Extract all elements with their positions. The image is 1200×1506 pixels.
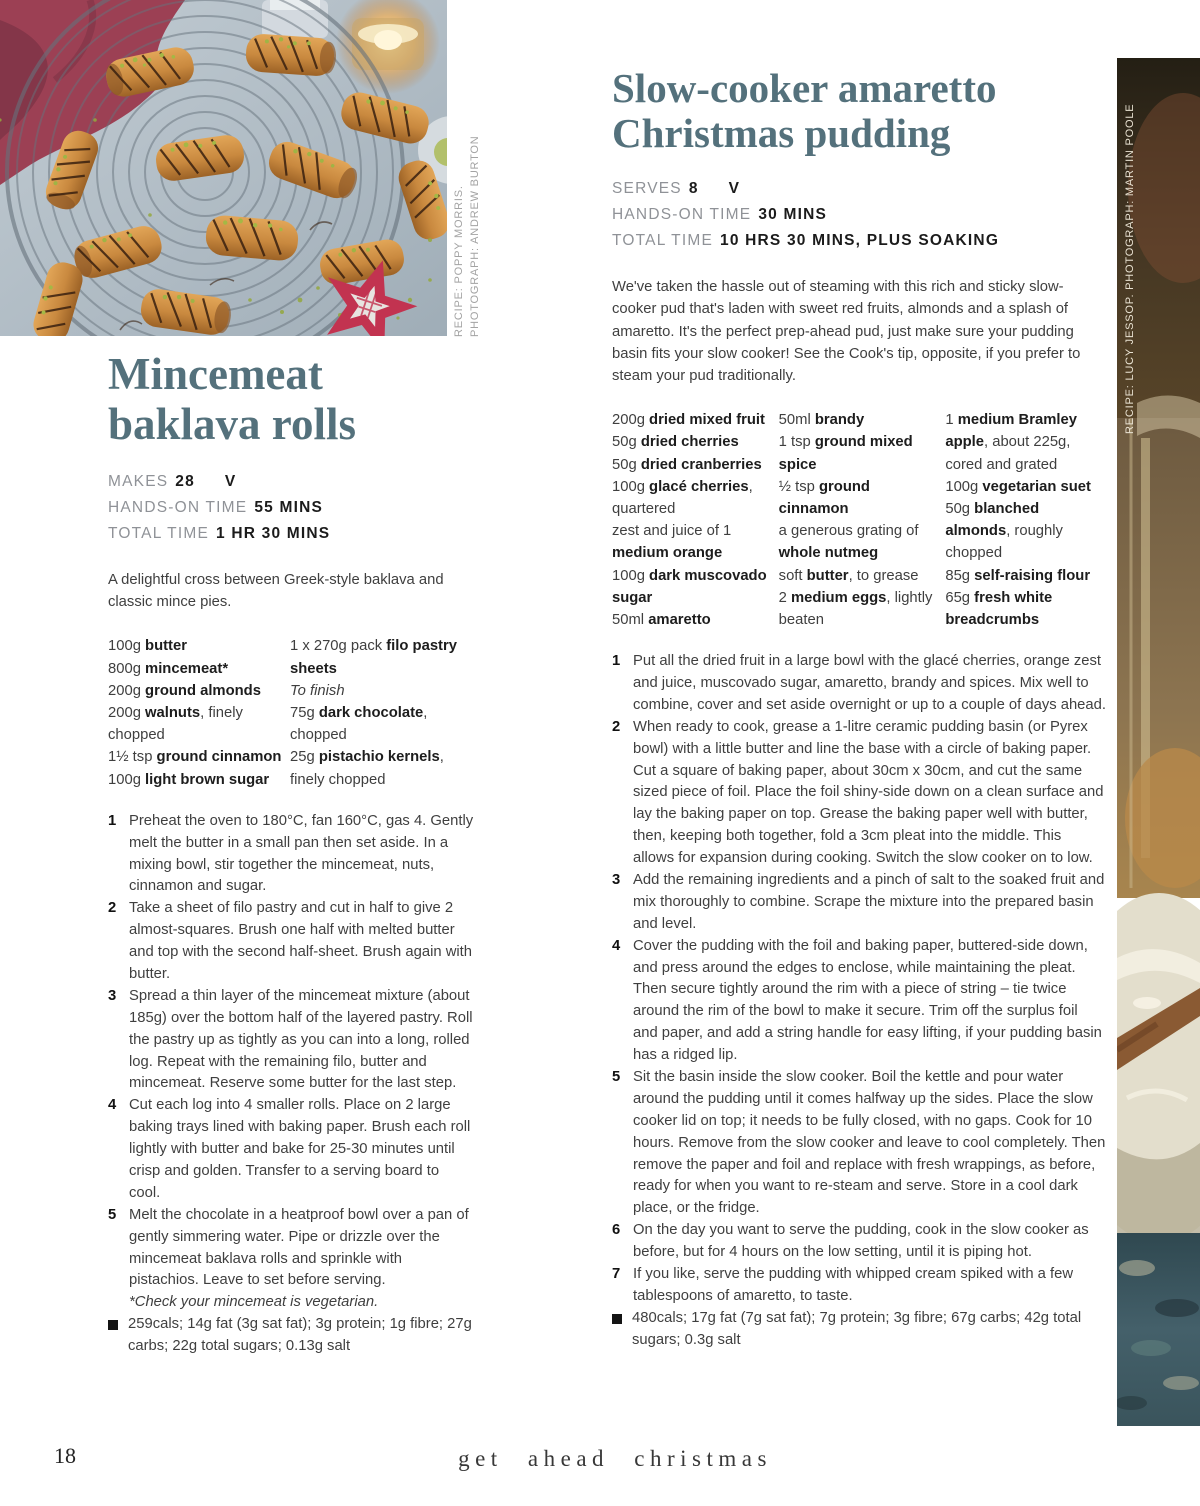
ingredient-text: 50ml bbox=[612, 611, 649, 628]
ingredient-text: 50ml bbox=[778, 412, 815, 429]
recipe-right-steps bbox=[612, 651, 1106, 1308]
ingredient-item bbox=[290, 680, 474, 702]
meta-label: HANDS-ON TIME bbox=[612, 206, 752, 224]
ingredient-text: filo pastry sheets bbox=[290, 638, 457, 677]
recipe-left-title bbox=[108, 350, 474, 449]
recipe-left-intro: A delightful cross between Greek-style baklava and classic mince pies. bbox=[108, 572, 444, 611]
ingredient-item bbox=[779, 520, 940, 564]
ingredient-item bbox=[779, 565, 940, 587]
candle-glass bbox=[262, 0, 328, 38]
ingredient-item bbox=[108, 769, 286, 791]
method-step bbox=[612, 870, 1106, 936]
recipe-left-footnote: *Check your mincemeat is vegetarian. bbox=[129, 1294, 379, 1311]
ingredient-item bbox=[612, 520, 773, 564]
step-number: 4 bbox=[612, 937, 621, 954]
ingredient-text: , roughly chopped bbox=[945, 523, 1063, 562]
photo-credit-left-line1: RECIPE: POPPY MORRIS. bbox=[453, 185, 465, 337]
footer-strap: get ahead christmas bbox=[458, 1446, 772, 1471]
ingredient-text: butter bbox=[806, 567, 849, 584]
recipe-right-title bbox=[612, 66, 1106, 156]
meta-label: TOTAL TIME bbox=[612, 232, 713, 250]
ingredient-text: dark chocolate bbox=[318, 705, 424, 722]
meta-value: 55 MINS bbox=[254, 499, 324, 517]
ingredient-text: 100g bbox=[108, 771, 146, 788]
ingredient-text: zest and juice of 1 bbox=[612, 523, 732, 540]
recipe-left-meta bbox=[108, 469, 474, 547]
ingredient-text: ground mixed spice bbox=[778, 434, 913, 473]
ingredient-text: medium eggs bbox=[791, 589, 887, 606]
ingredient-item bbox=[290, 635, 474, 679]
ingredient-text: dark muscovado sugar bbox=[612, 567, 767, 606]
ingredient-text: 85g bbox=[945, 567, 975, 584]
recipe-left-nutrition bbox=[108, 1314, 474, 1358]
ingredient-item bbox=[612, 476, 773, 520]
ingredient-item bbox=[945, 565, 1106, 587]
step-number: 3 bbox=[612, 872, 621, 888]
ingredient-text: 25g bbox=[290, 749, 319, 766]
meta-value: 10 HRS 30 MINS, PLUS SOAKING bbox=[720, 232, 1000, 250]
meta-value: 30 MINS bbox=[758, 206, 828, 224]
cream-bowl bbox=[1117, 893, 1200, 1247]
step-text: Cut each log into 4 smaller rolls. Place on 2 large baking trays lined with baking paper. Brush each roll lightly with butter and bake for 25-30 minutes until crisp and golden. Transfer to a serving board to cool. bbox=[129, 1097, 471, 1201]
recipe-left-title-line2: baklava rolls bbox=[108, 398, 356, 449]
nutrition-square-icon bbox=[108, 1320, 118, 1330]
ingredient-text: butter bbox=[145, 638, 187, 655]
ingredient-item bbox=[290, 702, 474, 746]
recipe-meta-row bbox=[612, 176, 1106, 202]
ingredient-text: fresh white breadcrumbs bbox=[945, 589, 1053, 628]
ingredient-item bbox=[108, 635, 286, 657]
ingredient-text: 50g bbox=[612, 456, 641, 473]
step-number: 3 bbox=[108, 987, 117, 1004]
step-text: When ready to cook, grease a 1-litre ceramic pudding basin (or Pyrex bowl) with a little butter and line the base with a circle of baking paper. Cut a square of baking paper, about 30cm x 30cm, and cut the same sized piece of foil. Place the foil shiny-side down on a clean surface and lay the baking paper on top. Grease the baking paper well with butter, then, keeping both together, fold a 3cm pleat into the middle. This allows for expansion during cooking. Switch the slow cooker on to low. bbox=[633, 718, 1104, 867]
ingredient-item bbox=[290, 746, 474, 790]
ingredient-text: 100g bbox=[108, 638, 146, 655]
recipe-right-method bbox=[612, 651, 1106, 1352]
page-number: 18 bbox=[54, 1443, 76, 1468]
ingredient-item bbox=[108, 746, 286, 768]
recipe-right-intro: We've taken the hassle out of steaming with this rich and sticky slow-cooker pud that's laden with sweet red fruits, almonds and a splash of amaretto. It's the perfect prep-ahead pud, just make sure your pudding basin fits your slow cooker! See the Cook's tip, opposite, if you prefer to steam your pud traditionally. bbox=[612, 279, 1081, 385]
ingredient-text: , about 225g, cored and grated bbox=[945, 434, 1071, 473]
ingredient-text: 50g bbox=[945, 500, 975, 517]
meta-value: 28 bbox=[175, 473, 195, 490]
ingredient-text: dried mixed fruit bbox=[649, 412, 765, 429]
step-text: Melt the chocolate in a heatproof bowl over a pan of gently simmering water. Pipe or drizzle over the mincemeat baklava rolls and sprinkle with pistachios. Leave to set before serving. bbox=[129, 1206, 469, 1289]
ingredients-column-1 bbox=[612, 409, 773, 631]
ingredient-text: soft bbox=[778, 567, 807, 584]
ingredient-text: ground almonds bbox=[145, 682, 261, 699]
ingredient-item bbox=[612, 609, 773, 631]
recipe-right-nutrition-text: 480cals; 17g fat (7g sat fat); 7g protein; 3g fibre; 67g carbs; 42g total sugars; 0.3g salt bbox=[632, 1309, 1082, 1348]
ingredients-column-2 bbox=[290, 635, 474, 790]
ingredient-item bbox=[612, 565, 773, 609]
ingredient-text: vegetarian suet bbox=[982, 478, 1091, 495]
ingredient-text: ground cinnamon bbox=[778, 478, 870, 517]
ingredient-text: ½ tsp bbox=[778, 478, 819, 495]
recipe-left-steps bbox=[108, 811, 474, 1293]
meta-label: SERVES bbox=[612, 180, 682, 198]
meta-label: MAKES bbox=[108, 473, 169, 490]
step-number: 5 bbox=[108, 1206, 117, 1223]
ingredient-text: 65g bbox=[945, 589, 975, 606]
step-number: 4 bbox=[108, 1097, 117, 1114]
baklava-rolls-photo bbox=[0, 0, 447, 336]
recipe-meta-row bbox=[108, 521, 474, 547]
recipe-right-column bbox=[612, 66, 1106, 1352]
ingredients-column-1 bbox=[108, 635, 286, 790]
ingredient-item bbox=[779, 587, 940, 631]
method-step bbox=[612, 936, 1106, 1067]
step-number: 7 bbox=[612, 1266, 621, 1283]
ingredient-text: whole nutmeg bbox=[778, 545, 879, 562]
vegetarian-badge: V bbox=[728, 180, 741, 198]
recipe-left-ingredients bbox=[108, 635, 474, 790]
step-text: Put all the dried fruit in a large bowl with the glacé cherries, orange zest and juice, muscovado sugar, amaretto, brandy and spices. Mix well to combine, cover and set aside overnight or up to a couple of days ahead. bbox=[633, 653, 1106, 713]
vegetarian-badge: V bbox=[224, 473, 237, 490]
photo-credit-right: RECIPE: LUCY JESSOP. PHOTOGRAPH: MARTIN POOLE bbox=[1124, 103, 1136, 434]
ingredient-text: 1 x 270g pack bbox=[290, 638, 387, 655]
recipe-meta-row bbox=[612, 202, 1106, 228]
ingredient-text: , to grease bbox=[848, 567, 919, 584]
recipe-left-nutrition-text: 259cals; 14g fat (3g sat fat); 3g protein; 1g fibre; 27g carbs; 22g total sugars; 0.13g salt bbox=[128, 1316, 472, 1355]
ingredient-item bbox=[945, 498, 1106, 565]
ingredients-column-3 bbox=[945, 409, 1106, 631]
ingredient-text: , lightly beaten bbox=[778, 589, 933, 628]
ingredient-item bbox=[945, 409, 1106, 476]
ingredient-text: ground cinnamon bbox=[156, 749, 282, 766]
method-step bbox=[108, 898, 474, 986]
ingredient-text: 200g bbox=[108, 682, 146, 699]
recipe-right-ingredients bbox=[612, 409, 1106, 631]
ingredient-item bbox=[779, 476, 940, 520]
method-step bbox=[612, 1067, 1106, 1220]
recipe-right-title-line2: Christmas pudding bbox=[612, 110, 951, 157]
ingredient-item bbox=[108, 658, 286, 680]
ingredient-item bbox=[612, 409, 773, 431]
ingredient-text: , finely chopped bbox=[108, 705, 243, 744]
ingredient-item bbox=[779, 409, 940, 431]
ingredient-text: walnuts bbox=[145, 705, 201, 722]
ingredient-text: 2 bbox=[778, 589, 792, 606]
ingredient-item bbox=[945, 476, 1106, 498]
nutrition-square-icon bbox=[612, 1314, 622, 1324]
step-number: 2 bbox=[108, 900, 117, 917]
teal-wood-table bbox=[1117, 1233, 1200, 1426]
method-step bbox=[612, 651, 1106, 717]
amaretto-glass bbox=[1117, 396, 1200, 899]
ingredient-text: dried cherries bbox=[640, 434, 739, 451]
method-step bbox=[612, 1220, 1106, 1264]
ingredient-text: , chopped bbox=[290, 705, 428, 744]
step-text: Take a sheet of filo pastry and cut in half to give 2 almost-squares. Brush one half with melted butter and top with the second half-sheet. Brush again with butter. bbox=[129, 900, 473, 983]
recipe-right-meta bbox=[612, 176, 1106, 254]
recipe-left-method bbox=[108, 811, 474, 1358]
ingredient-item bbox=[108, 702, 286, 746]
ingredient-text: brandy bbox=[814, 412, 865, 429]
meta-label: HANDS-ON TIME bbox=[108, 499, 248, 517]
ingredient-item bbox=[779, 431, 940, 475]
method-step bbox=[612, 1264, 1106, 1308]
recipe-meta-row bbox=[108, 495, 474, 521]
ingredient-text: 100g bbox=[945, 478, 983, 495]
ingredient-item bbox=[108, 680, 286, 702]
ingredient-text: 50g bbox=[612, 434, 641, 451]
method-step bbox=[108, 1095, 474, 1204]
ingredient-text: To finish bbox=[290, 682, 345, 699]
ingredient-text: , finely chopped bbox=[290, 749, 444, 788]
method-step bbox=[108, 1205, 474, 1293]
ingredient-text: medium orange bbox=[612, 545, 723, 562]
ingredient-text: 200g bbox=[612, 412, 650, 429]
step-number: 1 bbox=[108, 812, 117, 829]
baklava-photo-illustration bbox=[0, 0, 447, 336]
ingredient-text: amaretto bbox=[648, 611, 711, 628]
meta-value: 1 HR 30 MINS bbox=[216, 525, 331, 543]
step-text: Add the remaining ingredients and a pinch of salt to the soaked fruit and mix thoroughly to combine. Scrape the mixture into the prepared basin and level. bbox=[633, 872, 1105, 932]
step-text: Cover the pudding with the foil and baking paper, buttered-side down, and press around the edges to enclose, while maintaining the pleat. Then secure tightly around the rim with a piece of string – tie twice around the rim of the bowl to make it secure. Trim off the surplus foil and paper, and add a string handle for easy lifting, if your pudding basin has a ridged lip. bbox=[633, 937, 1102, 1064]
ingredient-text: 200g bbox=[108, 705, 146, 722]
step-number: 5 bbox=[612, 1069, 621, 1086]
method-step bbox=[108, 811, 474, 899]
ingredient-text: mincemeat* bbox=[145, 660, 229, 677]
ingredient-text: light brown sugar bbox=[145, 771, 270, 788]
ingredient-text: 1½ tsp bbox=[108, 749, 157, 766]
ingredient-text: pistachio kernels bbox=[318, 749, 440, 766]
step-text: If you like, serve the pudding with whipped cream spiked with a few tablespoons of amaretto, to taste. bbox=[633, 1266, 1074, 1304]
ingredient-text: dried cranberries bbox=[640, 456, 762, 473]
step-text: Preheat the oven to 180°C, fan 160°C, gas 4. Gently melt the butter in a small pan then set aside. In a mixing bowl, stir together the mincemeat, nuts, cinnamon and sugar. bbox=[129, 812, 474, 895]
recipe-left-column bbox=[108, 350, 474, 1358]
step-number: 6 bbox=[612, 1222, 621, 1239]
ingredient-item bbox=[612, 454, 773, 476]
ingredient-item bbox=[945, 587, 1106, 631]
ingredient-text: 100g bbox=[612, 567, 650, 584]
recipe-meta-row bbox=[612, 228, 1106, 254]
ingredient-text: 75g bbox=[290, 705, 319, 722]
recipe-right-title-line1: Slow-cooker amaretto bbox=[612, 65, 997, 111]
photo-credit-left bbox=[452, 102, 484, 337]
method-step bbox=[612, 717, 1106, 870]
ingredient-text: 800g bbox=[108, 660, 146, 677]
ingredient-text: a generous grating of bbox=[778, 523, 919, 540]
ingredient-text: 100g bbox=[612, 478, 650, 495]
step-text: Spread a thin layer of the mincemeat mixture (about 185g) over the bottom half of the layered pastry. Roll the pastry up as tightly as you can into a long, rolled log. Repeat with the remaining filo, butter and mincemeat. Reserve some butter for the last step. bbox=[129, 987, 473, 1092]
ingredient-text: 1 tsp bbox=[778, 434, 815, 451]
ingredient-item bbox=[612, 431, 773, 453]
ingredient-text: glacé cherries bbox=[649, 478, 749, 495]
step-number: 1 bbox=[612, 653, 621, 670]
step-text: Sit the basin inside the slow cooker. Boil the kettle and pour water around the pudding until it comes halfway up the sides. Place the slow cooker lid on top; it needs to be fully closed, with no gaps. Cook for 10 hours. Remove from the slow cooker and leave to cool completely. Then remove the paper and foil and replace with fresh wrappings, as before, ready for when you want to re-steam and serve. Store in a cool dark place, or the fridge. bbox=[633, 1069, 1106, 1217]
recipe-meta-row bbox=[108, 469, 474, 495]
meta-value: 8 bbox=[688, 180, 699, 198]
ingredient-text: medium Bramley apple bbox=[945, 412, 1077, 451]
ingredient-text: blanched almonds bbox=[945, 500, 1040, 540]
ingredient-text: 1 bbox=[945, 412, 958, 429]
ingredient-text: , quartered bbox=[612, 478, 753, 517]
photo-credit-left-line2: PHOTOGRAPH: ANDREW BURTON bbox=[468, 135, 481, 337]
recipe-right-nutrition bbox=[612, 1308, 1106, 1352]
ingredients-column-2 bbox=[779, 409, 940, 631]
step-number: 2 bbox=[612, 718, 621, 735]
meta-label: TOTAL TIME bbox=[108, 525, 209, 543]
method-step bbox=[108, 986, 474, 1095]
recipe-left-title-line1: Mincemeat bbox=[108, 349, 323, 399]
step-text: On the day you want to serve the pudding, cook in the slow cooker as before, but for 4 hours on the low setting, until it is piping hot. bbox=[633, 1222, 1089, 1261]
ingredient-text: self-raising flour bbox=[974, 567, 1091, 584]
